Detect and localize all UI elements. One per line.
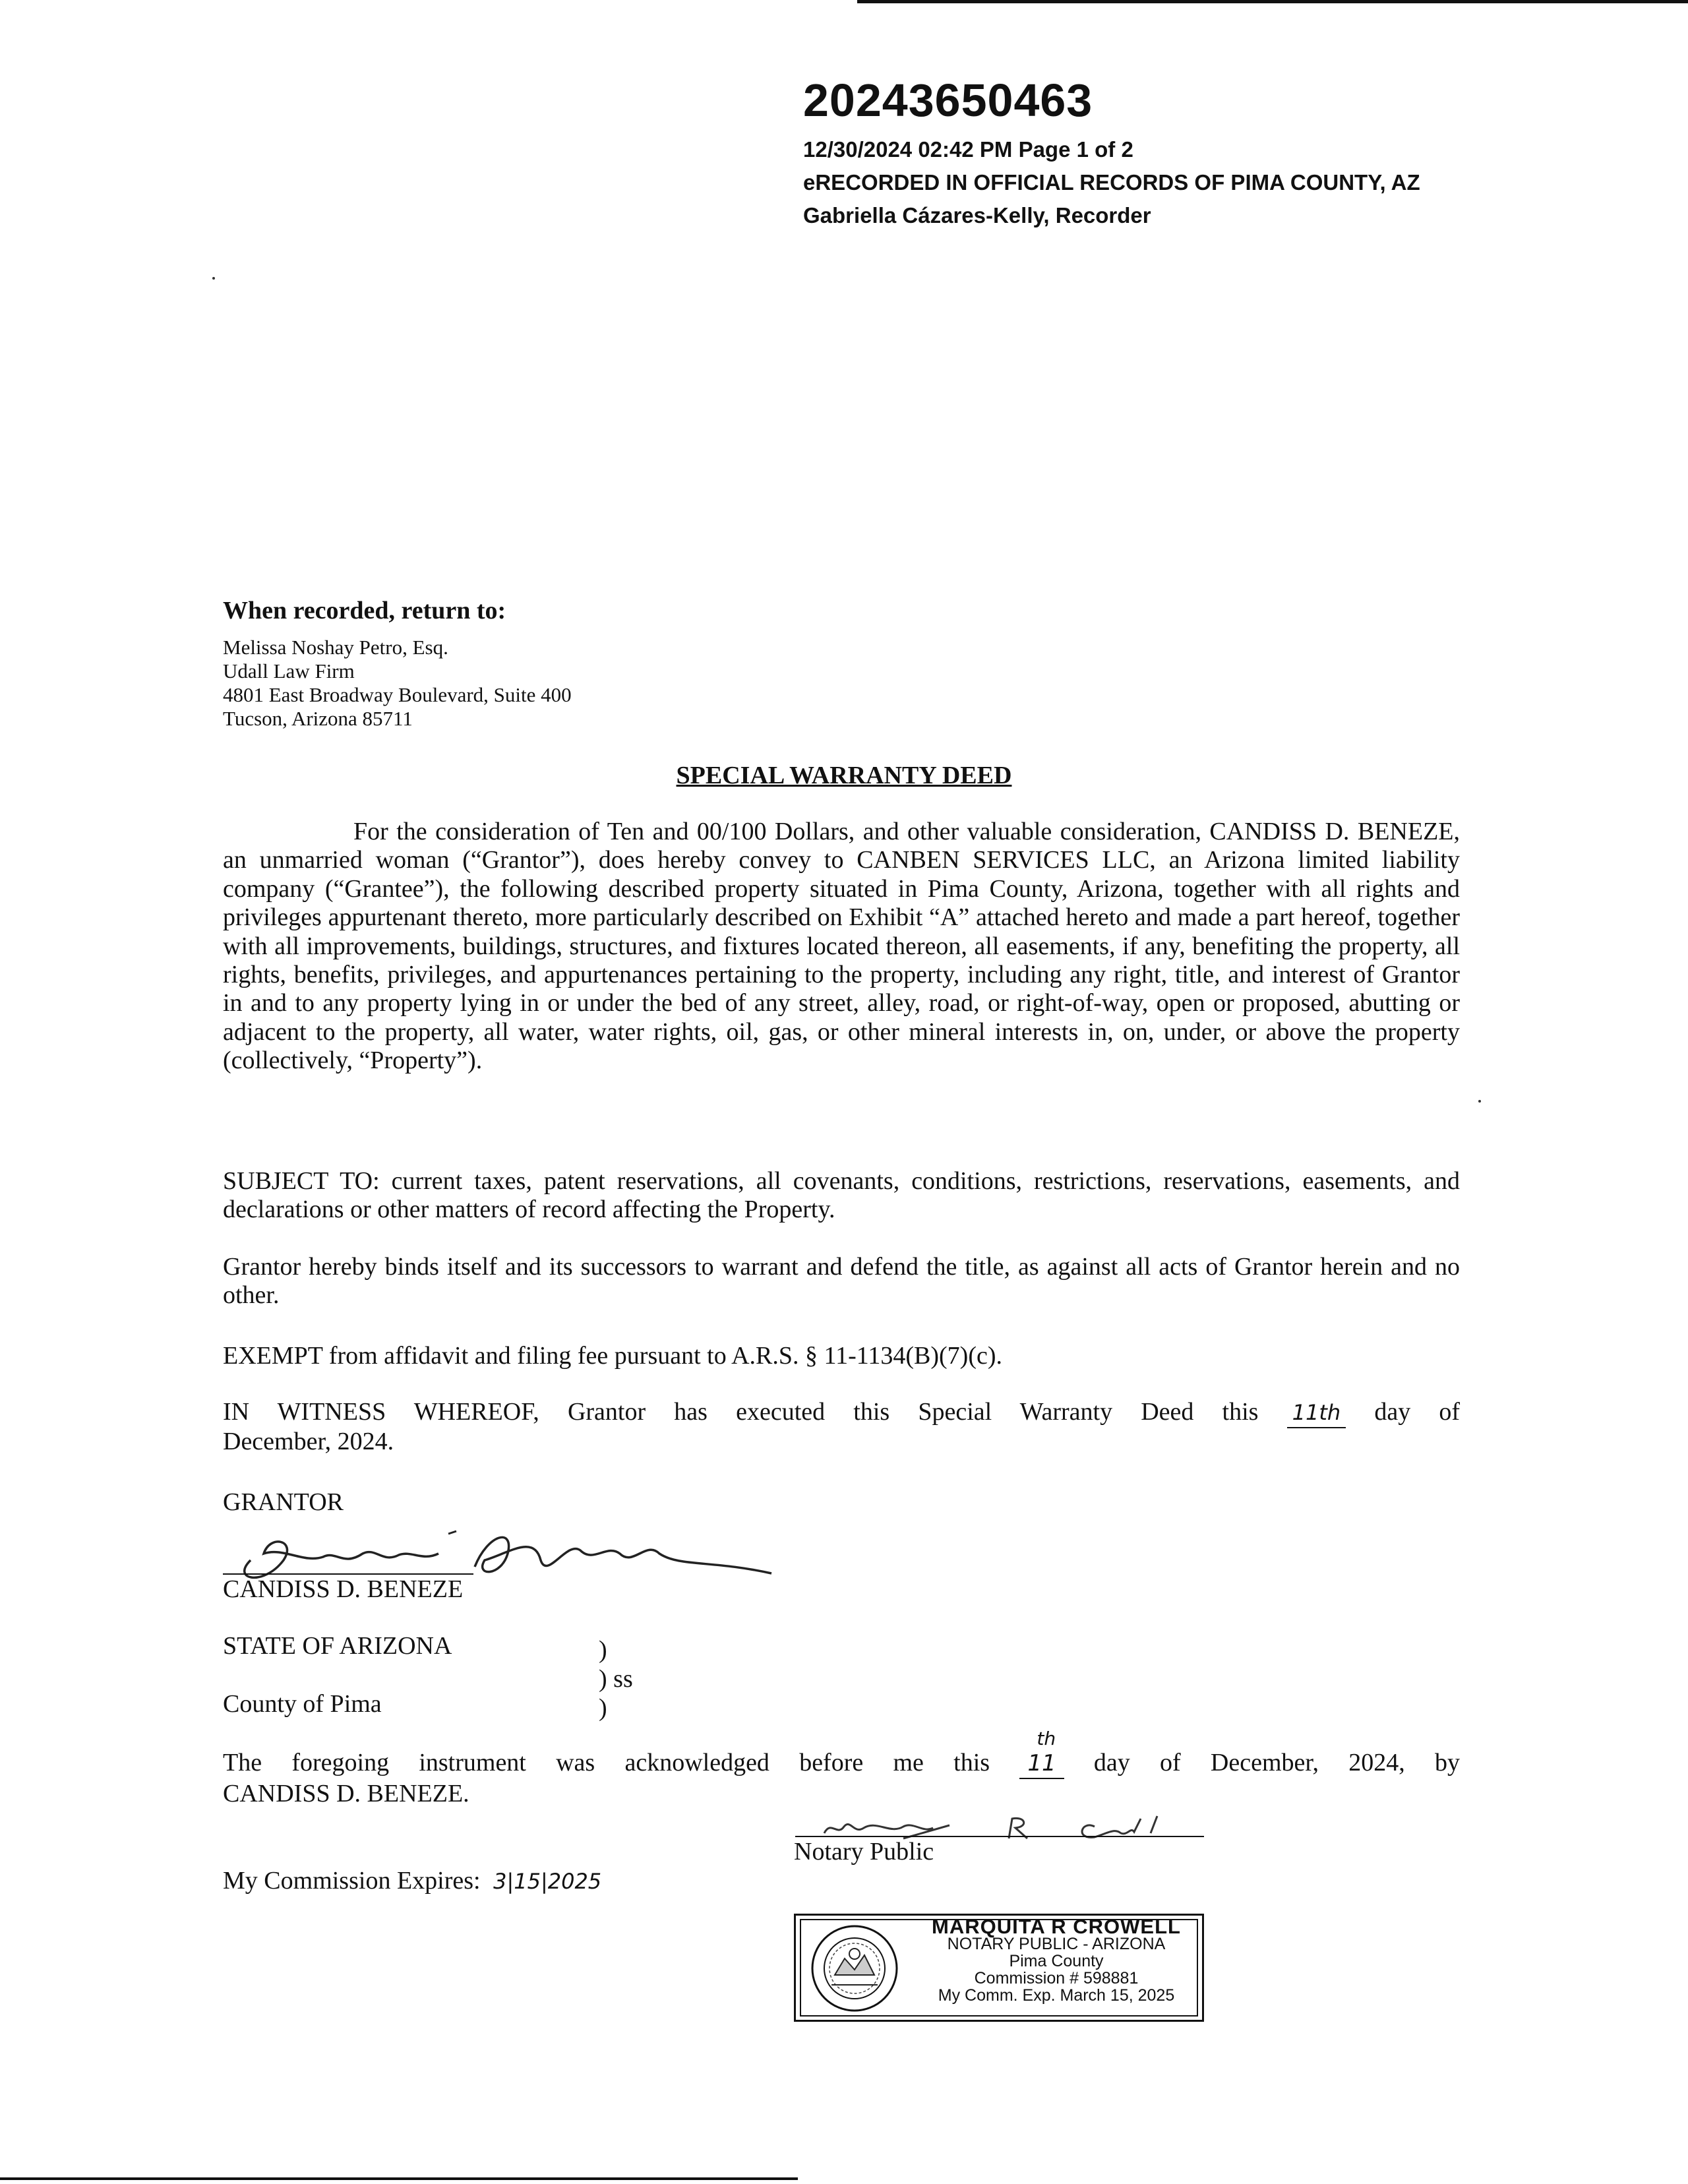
- venue-paren: ): [599, 1694, 607, 1722]
- venue-state: STATE OF ARIZONA: [223, 1632, 452, 1660]
- acknowledgment-day-handwritten: [1019, 1728, 1064, 1779]
- commission-label: My Commission Expires:: [223, 1867, 481, 1895]
- venue-county: County of Pima: [223, 1690, 382, 1718]
- acknowledgment-text: The foregoing instrument was acknowledged before me this: [223, 1749, 990, 1776]
- notary-stamp-text: [915, 1915, 1198, 2005]
- arizona-seal-icon: [805, 1922, 904, 2015]
- recording-number: 20243650463: [803, 75, 1093, 126]
- witness-text: IN WITNESS WHEREOF, Grantor has executed this Special Warranty Deed this: [223, 1398, 1259, 1426]
- scan-speck: [212, 277, 215, 280]
- acknowledgment-line: [223, 1728, 1461, 1779]
- recording-datetime: 12/30/2024 02:42 PM Page 1 of 2: [803, 137, 1133, 162]
- ack-day-suffix: th: [1037, 1728, 1056, 1749]
- return-to-heading: When recorded, return to:: [223, 597, 506, 624]
- return-to-line: Melissa Noshay Petro, Esq.: [223, 636, 448, 659]
- notary-label: Notary Public: [794, 1838, 934, 1866]
- witness-line: [223, 1398, 1460, 1428]
- consideration-text: For the consideration of Ten and 00/100 Dollars, and other valuable consideration, CANDISS D. BENEZE, an unmarried woman (“Grantor”), does hereby convey to CANBEN SERVICES LLC, an Arizona limited liability company (“Grantee”), the following described property situated in Pima County, Arizona, together with all rights and privileges appurtenant thereto, more particularly described on Exhibit “A” attached hereto and made a part hereof, together with all improvements, buildings, structures, and fixtures located thereon, all easements, if any, benefiting the property, all rights, benefits, privileges, and appurtenances pertaining to the property, including any right, title, and interest of Grantor in and to any property lying in or under the bed of any street, alley, road, or right-of-way, open or proposed, abutting or adjacent to the property, all water, water rights, oil, gas, or other mineral interests in, on, under, or above the property (collectively, “Property”).: [223, 818, 1460, 1075]
- recorder-name: Gabriella Cázares-Kelly, Recorder: [803, 203, 1151, 228]
- acknowledgment-text-end: day of December, 2024, by: [1093, 1749, 1461, 1776]
- notary-stamp-commission: Commission # 598881: [974, 1969, 1139, 1987]
- notary-stamp: [794, 1914, 1204, 2022]
- recording-office: eRECORDED IN OFFICIAL RECORDS OF PIMA COUNTY, AZ: [803, 170, 1420, 195]
- witness-text-end: day of: [1374, 1398, 1461, 1426]
- grantor-label: GRANTOR: [223, 1488, 344, 1516]
- top-border-line: [857, 0, 1688, 3]
- exempt-line: EXEMPT from affidavit and filing fee pursuant to A.R.S. § 11-1134(B)(7)(c).: [223, 1342, 1003, 1370]
- ack-day: 11: [1027, 1750, 1056, 1776]
- warranty-paragraph: Grantor hereby binds itself and its successors to warrant and defend the title, as against all acts of Grantor herein and no other.: [223, 1253, 1460, 1310]
- scan-speck: [1478, 1100, 1481, 1103]
- commission-date-handwritten: 3|15|2025: [493, 1869, 602, 1894]
- notary-stamp-expires: My Comm. Exp. March 15, 2025: [938, 1986, 1175, 2005]
- return-to-line: Tucson, Arizona 85711: [223, 707, 413, 730]
- venue-paren: ): [599, 1636, 607, 1664]
- venue-ss: ) ss: [599, 1665, 633, 1693]
- return-to-line: Udall Law Firm: [223, 659, 355, 682]
- acknowledgment-name: CANDISS D. BENEZE.: [223, 1780, 469, 1807]
- grantor-name: CANDISS D. BENEZE: [223, 1575, 464, 1603]
- commission-expires: [223, 1866, 601, 1895]
- witness-day-handwritten: 11th: [1287, 1399, 1346, 1428]
- document-title: SPECIAL WARRANTY DEED: [676, 762, 1012, 789]
- bottom-border-line: [0, 2177, 798, 2180]
- notary-stamp-title: NOTARY PUBLIC - ARIZONA: [947, 1935, 1166, 1953]
- witness-date-line: December, 2024.: [223, 1428, 394, 1455]
- notary-stamp-name: MARQUITA R CROWELL: [932, 1915, 1181, 1938]
- notary-stamp-county: Pima County: [1009, 1952, 1104, 1970]
- subject-to-paragraph: SUBJECT TO: current taxes, patent reservations, all covenants, conditions, restrictions, reservations, easements, and declarations or other matters of record affecting the Property.: [223, 1167, 1460, 1224]
- return-to-line: 4801 East Broadway Boulevard, Suite 400: [223, 683, 572, 706]
- consideration-paragraph: [223, 818, 1460, 1076]
